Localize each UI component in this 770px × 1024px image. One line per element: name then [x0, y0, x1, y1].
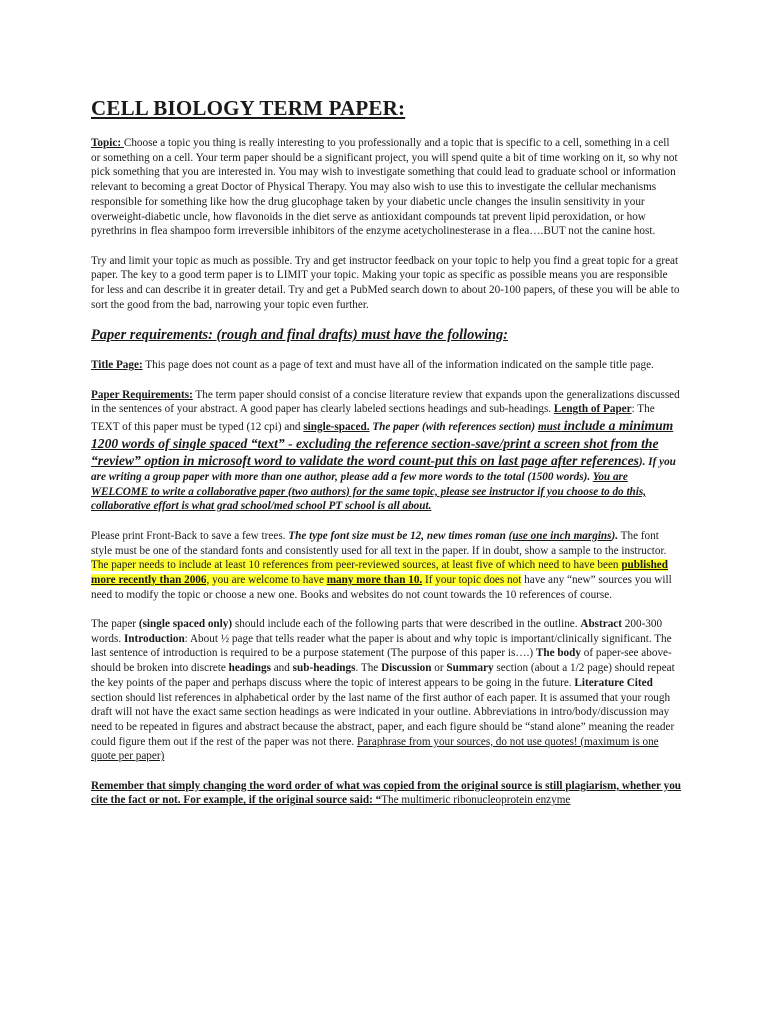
paper-requirements-paragraph [91, 388, 681, 515]
recent-highlight: published more recently than 2006 [91, 559, 668, 586]
requirements-heading: Paper requirements: (rough and final drafts) must have the following: [91, 327, 508, 344]
print-text: Please print Front-Back to save a few trees. [91, 529, 289, 542]
single-spaced-text: single-spaced. [303, 420, 370, 433]
margins-text: use one inch margins [512, 529, 612, 542]
paper-requirements-label: Paper Requirements: [91, 388, 193, 401]
paraphrase-note: Paraphrase from your sources, do not use quotes! (maximum is one quote per paper) [91, 735, 659, 763]
topic-text: Choose a topic you thing is really interesting to you professionally and a topic that is specific to a cell, something in a cell or something on a cell. Your term paper should be a significant project, you will spend quite a bit of time working on it, so why not pick something that you are interested in. You may wish to investigate something that could lead to graduate school or information relevant to becoming a great Doctor of Physical Therapy. You may also wish to use this to investigate the cellular mechanisms responsible for something like how the drug glucophage taken by your diabetic uncle changes the insulin sensitivity in your overweight-diabetic uncle, how flavonoids in the diet serve as antioxidant compounds tat prevent lipid peroxidation, or how pyrethrins in flea shampoo form irreversible inhibitors of the enzyme acetycholinesterase in a flea….BUT not the canine host. [91, 137, 678, 238]
parts-text-4: : About ½ page that tells reader what the paper is about and why topic is important/clinically significant. The last sentence of introduction is required to be a purpose statement (The purpose of this paper is….) [91, 632, 672, 660]
plagiarism-warning: Remember that simply changing the word order of what was copied from the original source is still plagiarism, whether you cite the fact or not. For example, if the original source said: “ [91, 779, 682, 807]
welcome-highlight: , you are welcome to have [206, 573, 327, 586]
paper-requirements-text: The term paper should consist of a concise literature review that expands upon the generalizations discussed in the sentences of your abstract. A good paper has clearly labeled sections headings and sub-headings. [91, 388, 680, 416]
plagiarism-paragraph [91, 779, 681, 808]
must-text: must [537, 420, 561, 433]
original-source-text: The multimeric ribonucleoprotein enzyme [381, 794, 571, 807]
parts-text-8: or [431, 662, 447, 675]
collaborative-text: You are WELCOME to write a collaborative paper (two authors) for the same topic, please see instructor if you choose to do this, collaborative effort is what grad school/med school PT school is all about. [91, 471, 647, 513]
font-size-text: The type font size must be 12, new times roman ( [288, 529, 513, 542]
introduction-term: Introduction [123, 632, 185, 645]
parts-text-5: of paper-see above- should be broken into discrete [91, 647, 672, 675]
length-text: : The TEXT of this paper must be typed (12 cpi) and [91, 403, 655, 433]
parts-text-7: . The [355, 662, 382, 675]
headings-term: headings [228, 662, 271, 675]
minimum-words-text: include a minimum 1200 words of single spaced “text” - excluding the reference section-save/print a screen shot from the “review” option in microsoft word to validate the word count-put this on last page after references [91, 417, 674, 469]
summary-term: Summary [446, 662, 494, 675]
limit-topic-paragraph: Try and limit your topic as much as possible. Try and get instructor feedback on your topic to help you find a great topic for a great paper. The key to a good term paper is to LIMIT your topic. Making your topic as specific as possible means you are responsible for less and can describe it in greater detail. Try and get a PubMed search down to about 20-100 papers, of these you will be able to sort the good from the bad, narrowing your topic even further. [91, 254, 680, 311]
with-references-text: The paper (with references section) [369, 420, 538, 433]
title-page-label: Title Page: [91, 359, 143, 372]
length-label: Length of Paper [553, 403, 632, 416]
print-paragraph [91, 529, 681, 603]
parts-text-1: The paper [91, 618, 139, 631]
abstract-term: Abstract [580, 618, 622, 631]
sub-headings-term: sub-headings [292, 662, 356, 675]
topic-label: Topic: [91, 137, 124, 149]
literature-cited-term: Literature Cited [574, 676, 653, 689]
page-title: CELL BIOLOGY TERM PAPER: [91, 96, 406, 120]
parts-text-2: should include each of the following parts that were described in the outline. [232, 618, 581, 631]
topic-paragraph [91, 136, 681, 239]
parts-text-9: section (about a 1/2 page) should repeat the key points of the paper and perhaps discuss where the topic of interest appears to be going in the future. [91, 662, 675, 689]
parts-text-3: 200-300 words. [91, 618, 663, 645]
many-more-highlight: many more than 10. [326, 573, 423, 586]
references-highlight: The paper needs to include at least 10 references from peer-reviewed sources, at least five of which need to have been [91, 559, 622, 572]
topic-not-highlight: If your topic does not [422, 573, 522, 586]
body-term: The body [535, 647, 581, 660]
discussion-term: Discussion [381, 662, 432, 675]
single-spaced-only: (single spaced only) [138, 618, 233, 631]
parts-text-6: and [270, 662, 293, 675]
parts-text-10: section should list references in alphabetical order by the last name of the first author of each paper. It is assumed that your rough draft will not have the exact same section headings as were indicated in your outline. Abbreviations in intro/body/discussion may need to be repeated in figures and abstract because the abstract, paper, and each figure should be “stand alone” meaning the reader could figure them out if the rest of the paper was not there. [91, 691, 675, 748]
title-page-paragraph [91, 358, 681, 373]
title-page-text: This page does not count as a page of text and must have all of the information indicated on the sample title page. [142, 359, 654, 372]
margins-close-text: ). [611, 529, 619, 542]
document-page [91, 96, 681, 823]
new-sources-text: have any “new” sources you will need to modify the topic or choose a new one. Books and websites do not count towards the 10 references of course. [91, 573, 672, 601]
font-style-text: The font style must be one of the standard fonts and consistently used for all text in the paper. If in doubt, show a sample to the instructor. [91, 529, 667, 557]
group-paper-text: ). If you are writing a group paper with more than one author, please add a few more words to the total (1500 words). [91, 456, 676, 484]
parts-paragraph [91, 617, 681, 764]
